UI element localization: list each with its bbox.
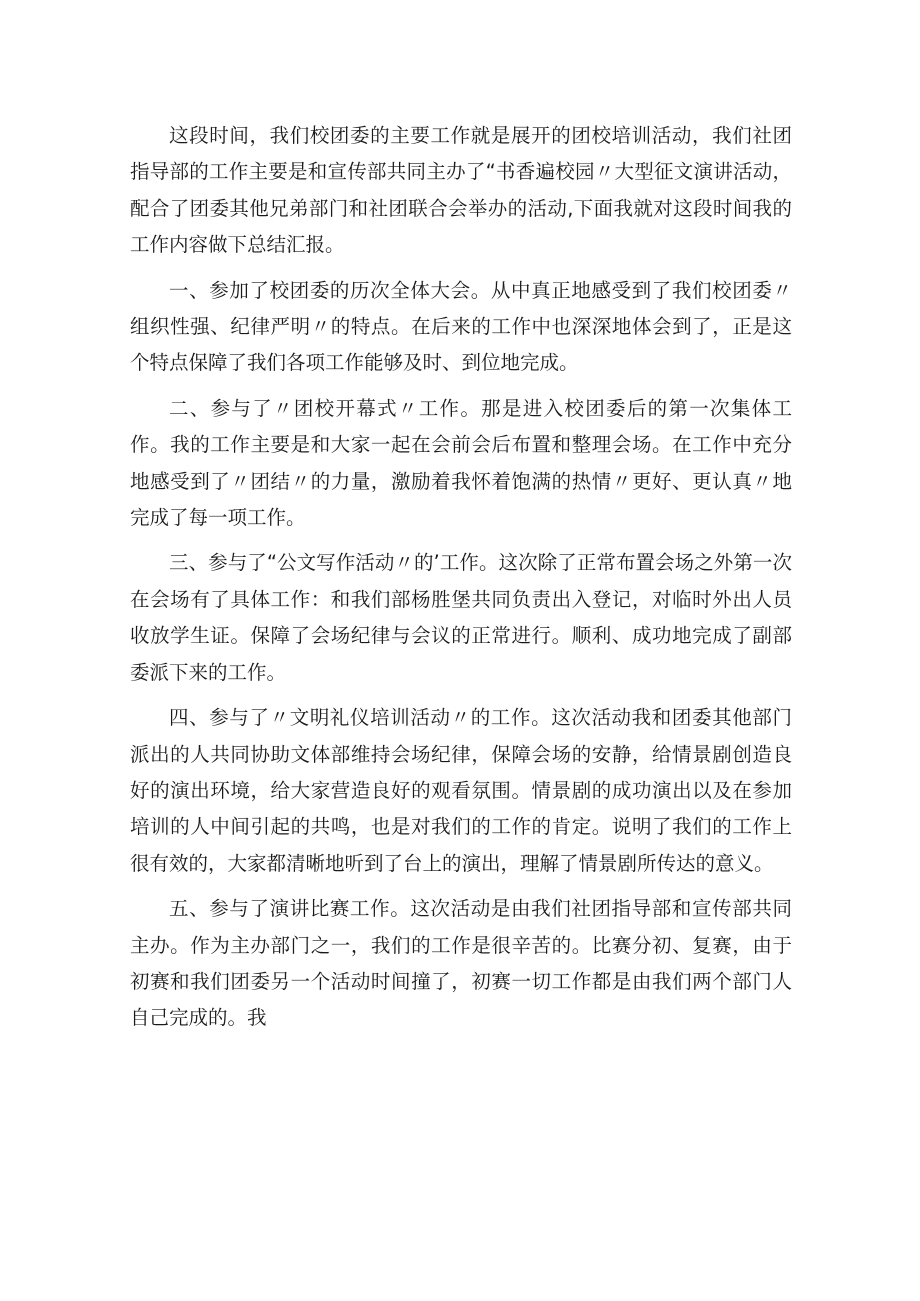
paragraph-item-5: 五、参与了演讲比赛工作。这次活动是由我们社团指导部和宣传部共同主办。作为主办部门之一，我们的工作是很辛苦的。比赛分初、复赛，由于初赛和我们团委另一个活动时间撞了，初赛一切工作都是由我们两个部门人自己完成的。我 xyxy=(130,897,792,1030)
paragraph-item-1: 一、参加了校团委的历次全体大会。从中真正地感受到了我们校团委〃组织性强、纪律严明〃的特点。在后来的工作中也深深地体会到了，正是这个特点保障了我们各项工作能够及时、到位地完成。 xyxy=(130,278,792,375)
paragraph-item-2: 二、参与了〃团校开幕式〃工作。那是进入校团委后的第一次集体工作。我的工作主要是和大家一起在会前会后布置和整理会场。在工作中充分地感受到了〃团结〃的力量，激励着我怀着饱满的热情〃更好、更认真〃地完成了每一项工作。 xyxy=(130,396,792,530)
document-body xyxy=(130,118,792,1046)
paragraph-intro: 这段时间，我们校团委的主要工作就是展开的团校培训活动，我们社团指导部的工作主要是和宣传部共同主办了“书香遍校园〃大型征文演讲活动，配合了团委其他兄弟部门和社团联合会举办的活动,下面我就对这段时间我的工作内容做下总结汇报。 xyxy=(130,124,792,257)
paragraph-item-3: 三、参与了“公文写作活动〃的’工作。这次除了正常布置会场之外第一次在会场有了具体工作：和我们部杨胜堡共同负责出入登记，对临时外出人员收放学生证。保障了会场纪律与会议的正常进行。顺利、成功地完成了副部委派下来的工作。 xyxy=(130,551,792,684)
paragraph-item-4: 四、参与了〃文明礼仪培训活动〃的工作。这次活动我和团委其他部门派出的人共同协助文体部维持会场纪律，保障会场的安静，给情景剧创造良好的演出环境，给大家营造良好的观看氛围。情景剧的成功演出以及在参加培训的人中间引起的共鸣，也是对我们的工作的肯定。说明了我们的工作上很有效的，大家都清晰地听到了台上的演出，理解了情景剧所传达的意义。 xyxy=(130,706,792,875)
